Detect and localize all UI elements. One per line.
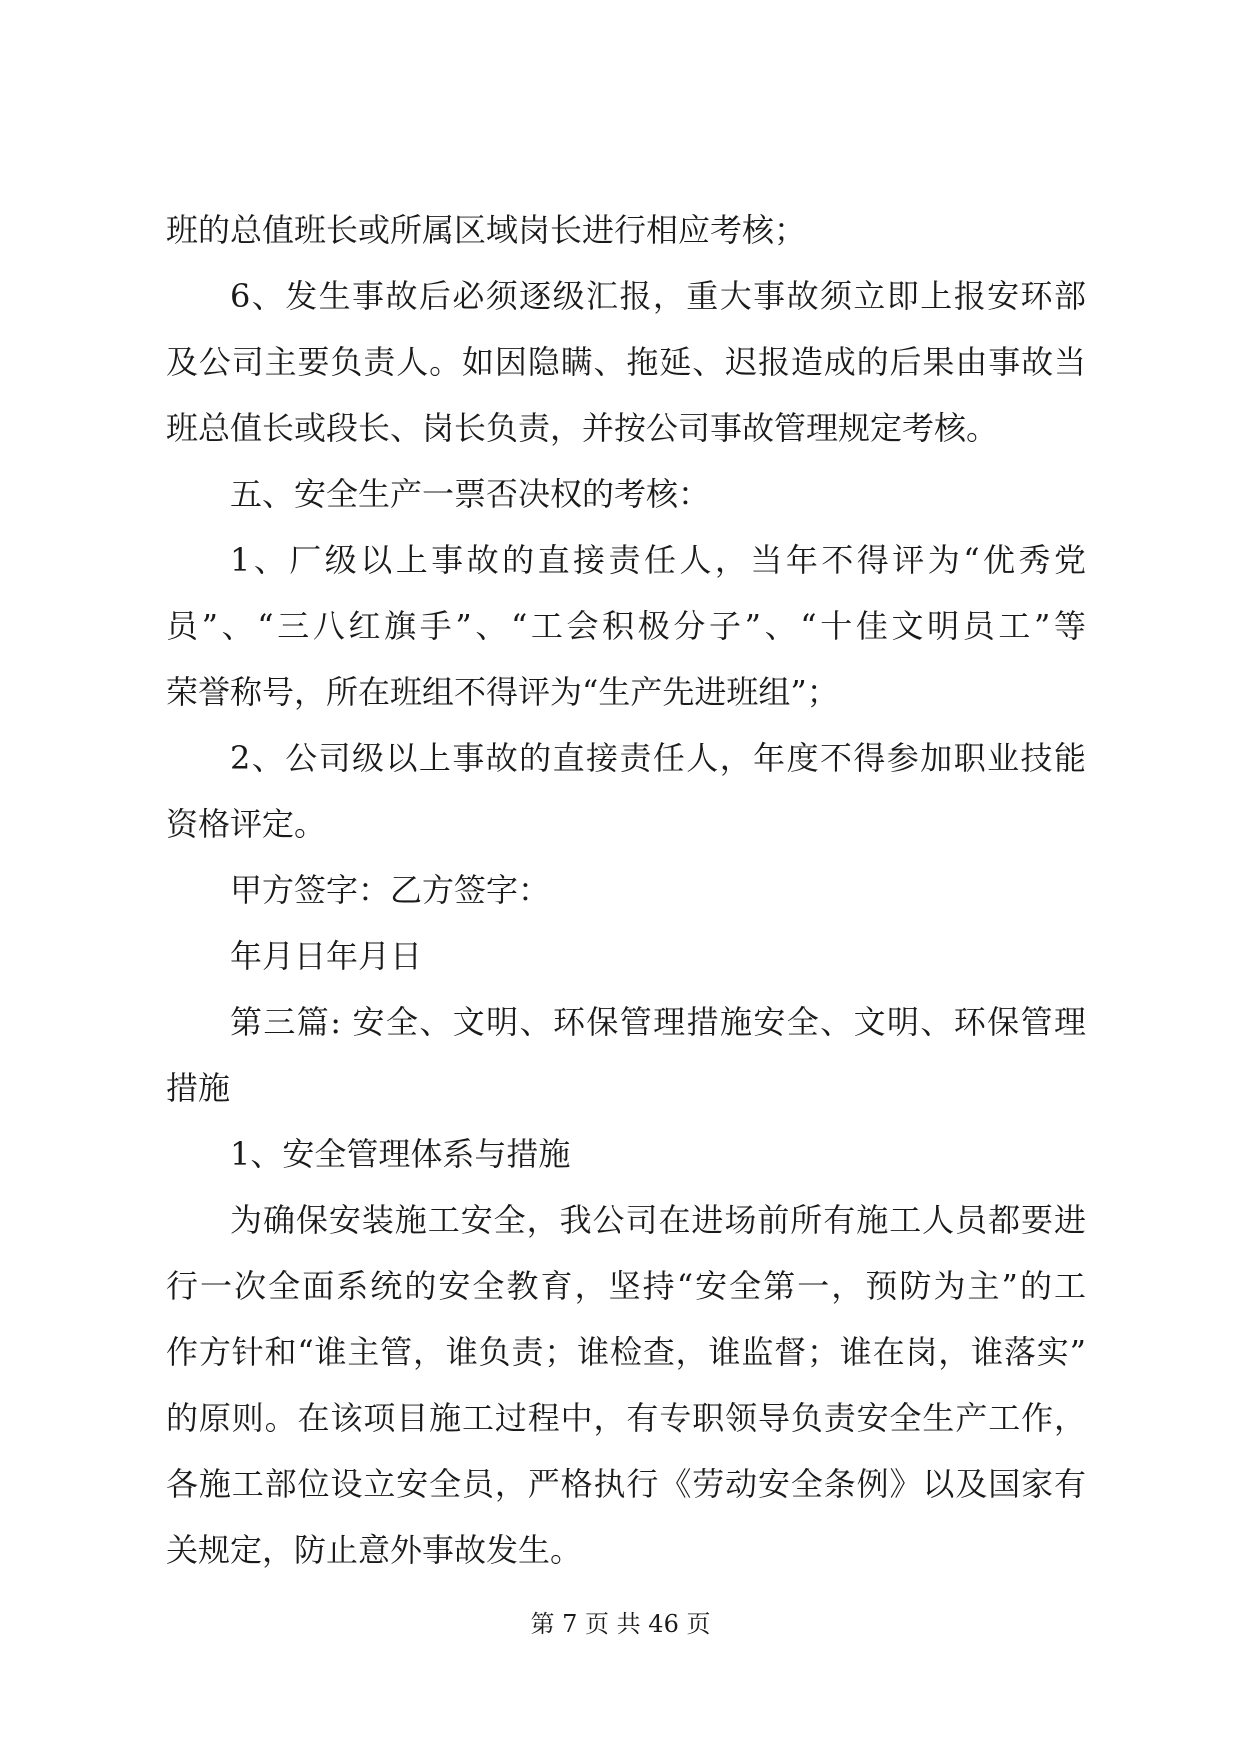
text-line-21: 关规定，防止意外事故发生。 [166,1531,583,1569]
signature-line: 甲方签字：乙方签字： [230,871,551,909]
text-line-20: 各施工部位设立安全员，严格执行《劳动安全条例》以及国家有 [166,1465,1086,1503]
text-line-10: 资格评定。 [166,805,327,843]
text-line-6: 1、厂级以上事故的直接责任人，当年不得评为“优秀党 [230,541,1086,579]
chapter-heading-cont: 措施 [166,1069,231,1107]
text-line-19: 的原则。在该项目施工过程中，有专职领导负责安全生产工作， [166,1399,1086,1437]
text-line-3: 及公司主要负责人。如因隐瞒、拖延、迟报造成的后果由事故当 [166,343,1086,381]
section-heading-5: 五、安全生产一票否决权的考核： [230,475,711,513]
date-line: 年月日年月日 [230,937,423,975]
text-line-7: 员”、“三八红旗手”、“工会积极分子”、“十佳文明员工”等 [166,607,1086,645]
text-line-2: 6、发生事故后必须逐级汇报，重大事故须立即上报安环部 [230,277,1086,315]
text-line-18: 作方针和“谁主管，谁负责；谁检查，谁监督；谁在岗，谁落实” [166,1333,1086,1371]
text-line-8: 荣誉称号，所在班组不得评为“生产先进班组”； [166,673,839,711]
text-line-1: 班的总值班长或所属区域岗长进行相应考核； [166,211,807,249]
page-footer: 第 7 页 共 46 页 [530,1610,711,1638]
subsection-heading: 1、安全管理体系与措施 [230,1135,571,1173]
text-line-16: 为确保安装施工安全，我公司在进场前所有施工人员都要进 [230,1201,1086,1239]
text-line-9: 2、公司级以上事故的直接责任人，年度不得参加职业技能 [230,739,1086,777]
text-line-17: 行一次全面系统的安全教育，坚持“安全第一，预防为主”的工 [166,1267,1086,1305]
chapter-heading: 第三篇: 安全、文明、环保管理措施安全、文明、环保管理 [230,1003,1086,1041]
text-line-4: 班总值长或段长、岗长负责，并按公司事故管理规定考核。 [166,409,999,447]
